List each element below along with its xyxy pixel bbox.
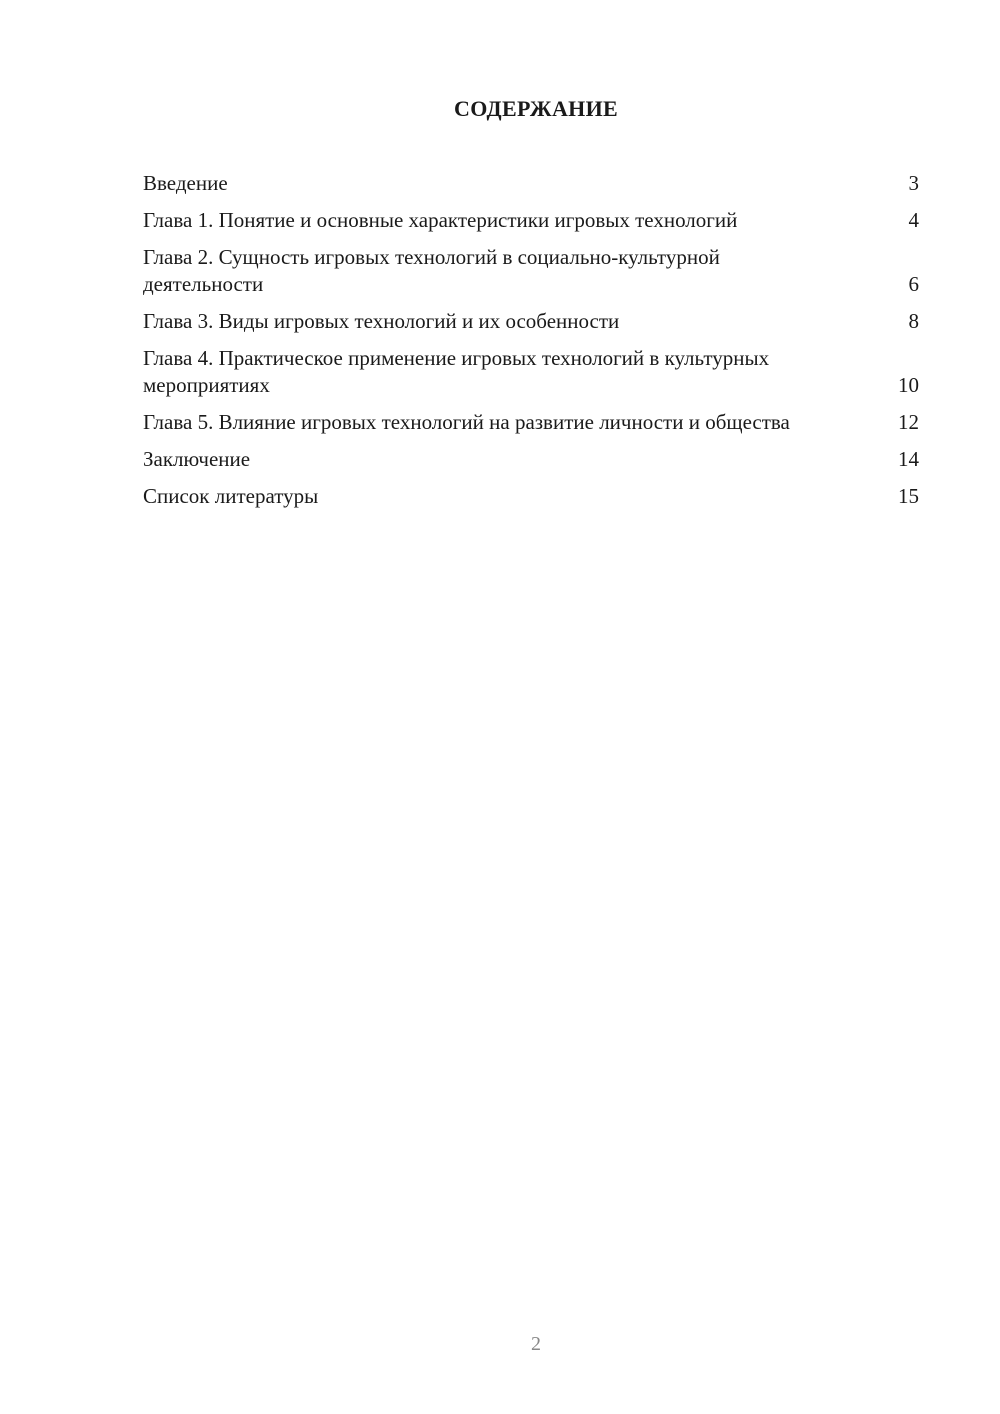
toc-entry-page: 3 — [908, 171, 919, 195]
toc-entry-chapter-1 — [143, 207, 919, 234]
table-of-contents — [143, 170, 919, 520]
toc-entry-label: Глава 3. Виды игровых технологий и их особенности — [143, 309, 620, 333]
toc-entry-label: Глава 4. Практическое применение игровых технологий в культурных мероприятиях — [143, 346, 770, 397]
toc-entry-references — [143, 483, 919, 510]
toc-entry-chapter-5 — [143, 409, 919, 436]
page-number: 2 — [531, 1333, 541, 1355]
toc-entry-label: Глава 5. Влияние игровых технологий на развитие личности и общества — [143, 410, 790, 434]
toc-entry-label: Введение — [143, 171, 228, 195]
page-title: СОДЕРЖАНИЕ — [454, 96, 618, 121]
toc-entry-label: Заключение — [143, 447, 251, 471]
toc-entry-page: 6 — [908, 272, 919, 296]
toc-entry-chapter-4 — [143, 345, 919, 399]
toc-entry-conclusion — [143, 446, 919, 473]
toc-entry-page: 10 — [898, 373, 919, 397]
toc-entry-page: 15 — [898, 484, 919, 508]
toc-entry-label: Список литературы — [143, 484, 319, 508]
toc-entry-chapter-3 — [143, 308, 919, 335]
toc-entry-page: 12 — [898, 410, 919, 434]
toc-entry-page: 14 — [898, 447, 919, 471]
toc-entry-page: 4 — [908, 208, 919, 232]
toc-entry-introduction — [143, 170, 919, 197]
toc-entry-page: 8 — [908, 309, 919, 333]
toc-entry-label: Глава 2. Сущность игровых технологий в социально-культурной деятельности — [143, 245, 720, 296]
toc-entry-label: Глава 1. Понятие и основные характеристики игровых технологий — [143, 208, 738, 232]
toc-entry-chapter-2 — [143, 244, 919, 298]
